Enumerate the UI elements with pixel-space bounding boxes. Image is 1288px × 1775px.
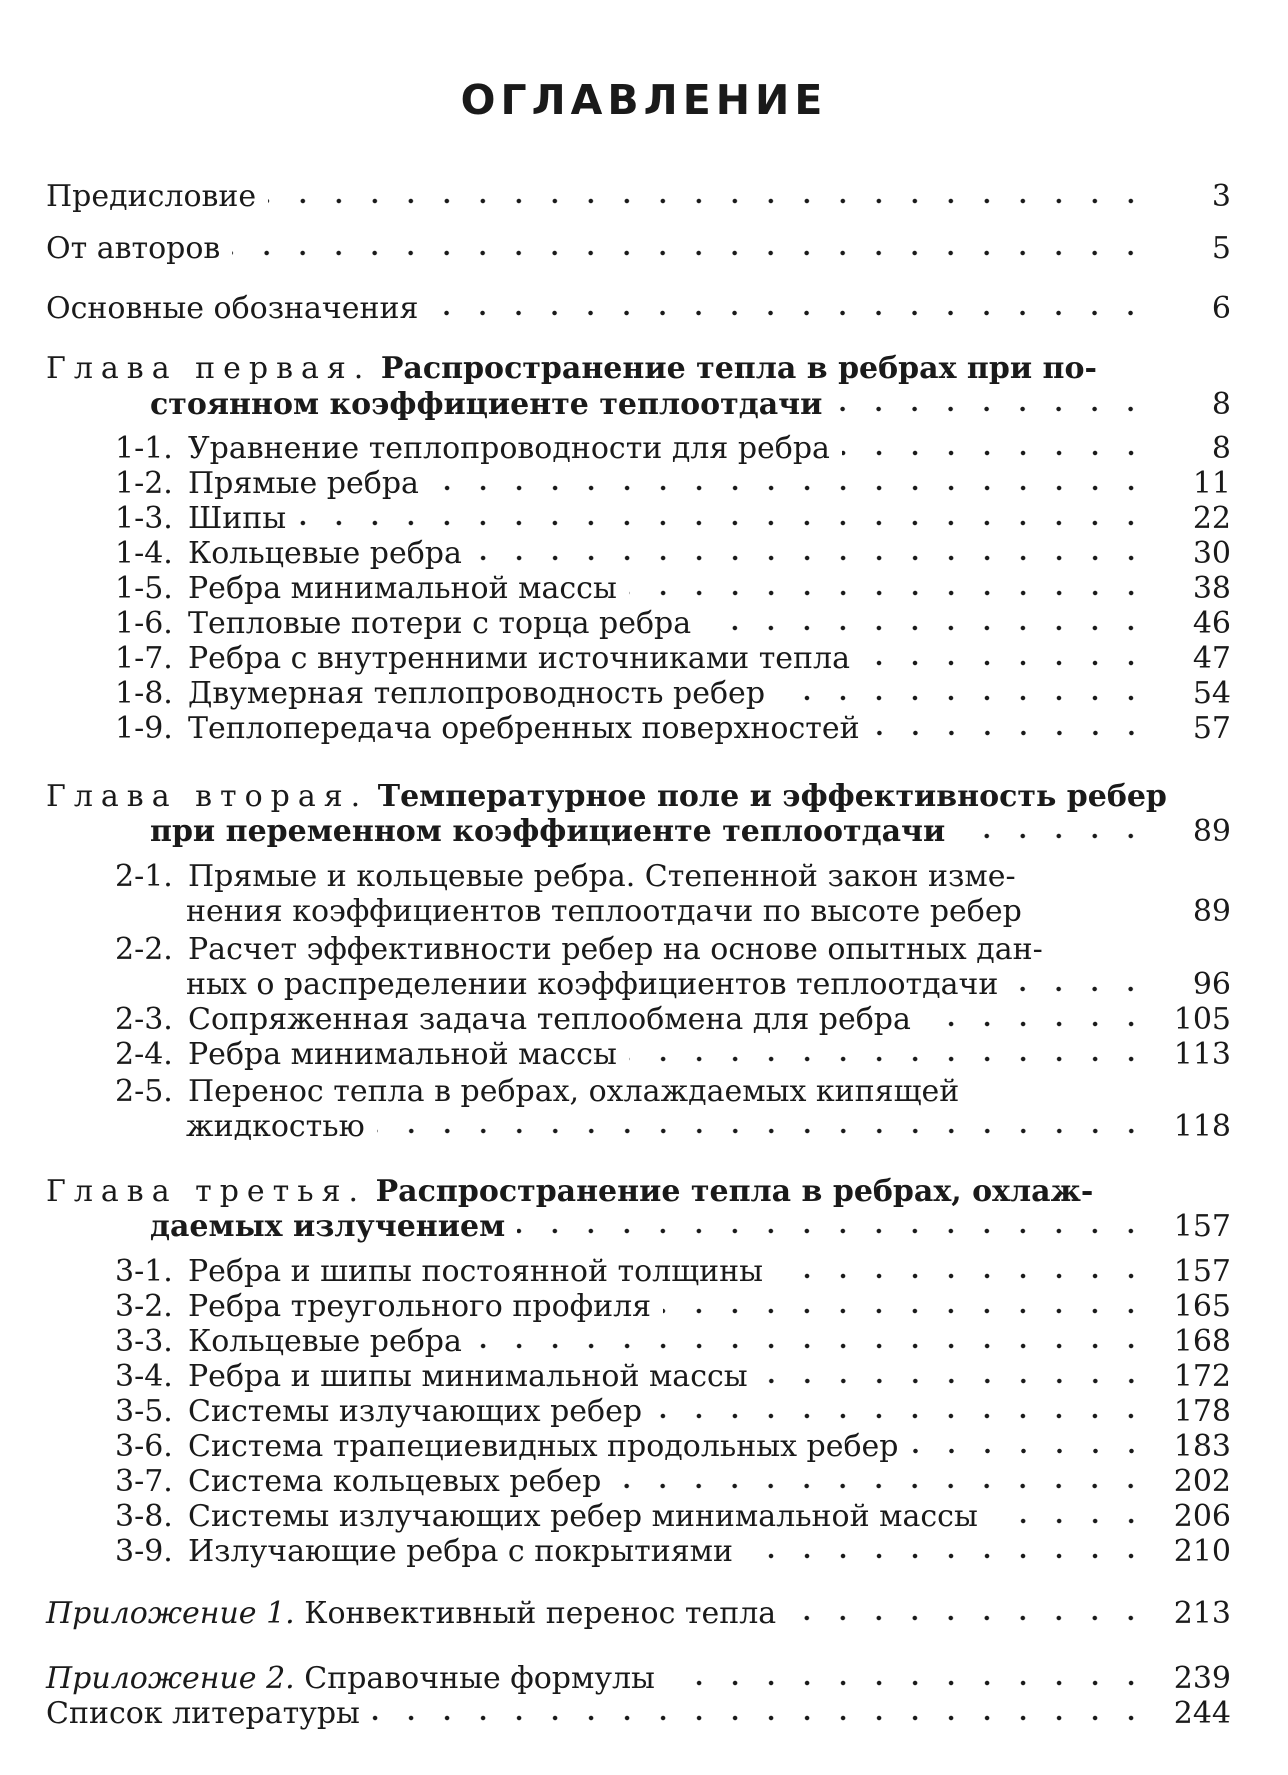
section-entry	[115, 642, 1231, 676]
entry-page: 6	[1211, 291, 1231, 326]
chapter-2-heading	[46, 780, 1231, 814]
entry-page: 46	[1192, 606, 1231, 641]
appendix-heading	[46, 1662, 655, 1696]
section-number: 2-4.	[115, 1037, 173, 1072]
dot-leader	[667, 1678, 1149, 1688]
entry-label: От авторов	[46, 231, 221, 266]
section-label: Тепловые потери с торца ребра	[188, 606, 692, 641]
entry-page: 118	[1173, 1109, 1231, 1144]
toc-entry-from-authors	[46, 232, 1231, 266]
dot-leader	[474, 553, 1149, 563]
section-entry	[115, 1038, 1231, 1072]
entry-page: 113	[1173, 1037, 1231, 1072]
appendix-prefix: Приложение 2.	[46, 1661, 295, 1696]
dot-leader	[654, 1411, 1149, 1421]
section-entry	[115, 1325, 1231, 1359]
section-label: Шипы	[188, 501, 287, 536]
section-number: 2-3.	[115, 1002, 173, 1037]
section-label: Прямые и кольцевые ребра. Степенной закон изме-	[188, 859, 1016, 894]
section-label-cont: ных о распределении коэффициентов теплоотдачи	[186, 967, 999, 1002]
section-entry	[115, 607, 1231, 641]
dot-leader	[298, 518, 1149, 528]
appendix-prefix: Приложение 1.	[46, 1596, 295, 1631]
section-number: 3-3.	[115, 1324, 173, 1359]
dot-leader	[777, 693, 1149, 703]
dot-leader	[911, 1446, 1149, 1456]
dot-leader	[629, 588, 1149, 598]
section-label: Ребра и шипы минимальной массы	[188, 1359, 748, 1394]
section-entry	[115, 467, 1231, 501]
chapter-2-heading-line1	[46, 780, 1167, 814]
section-number: 1-6.	[115, 606, 173, 641]
section-entry	[115, 432, 1231, 466]
section-entry	[115, 1360, 1231, 1394]
section-number: 3-1.	[115, 1254, 173, 1289]
section-label: Система кольцевых ребер	[188, 1464, 602, 1499]
dot-leader	[232, 248, 1149, 258]
section-label: Ребра минимальной массы	[188, 571, 617, 606]
entry-page: 89	[1192, 894, 1231, 929]
entry-page: 178	[1173, 1394, 1231, 1429]
section-entry	[115, 933, 1231, 967]
section-label: Сопряженная задача теплообмена для ребра	[188, 1002, 911, 1037]
dot-leader	[268, 196, 1149, 206]
section-number: 1-5.	[115, 571, 173, 606]
section-entry	[115, 537, 1231, 571]
chapter-1-heading	[46, 352, 1231, 386]
dot-leader	[629, 1054, 1149, 1064]
chapter-prefix: Глава первая.	[46, 351, 372, 386]
dot-leader	[517, 1226, 1149, 1236]
section-entry	[115, 1003, 1231, 1037]
entry-page: 54	[1192, 676, 1231, 711]
section-entry	[115, 860, 1231, 894]
dot-leader	[377, 1126, 1149, 1136]
section-number: 1-2.	[115, 466, 173, 501]
section-entry	[115, 1430, 1231, 1464]
entry-page: 157	[1173, 1254, 1231, 1289]
toc-entry-appendix-1	[46, 1597, 1231, 1631]
section-entry	[115, 1255, 1231, 1289]
chapter-prefix: Глава вторая.	[46, 779, 369, 814]
section-label-cont: жидкостью	[186, 1109, 365, 1144]
section-number: 3-9.	[115, 1534, 173, 1569]
section-number: 1-9.	[115, 711, 173, 746]
section-number: 1-4.	[115, 536, 173, 571]
section-number: 2-5.	[115, 1074, 173, 1109]
section-entry	[115, 677, 1231, 711]
section-entry-cont	[186, 1110, 1231, 1144]
section-number: 3-8.	[115, 1499, 173, 1534]
entry-page: 89	[1192, 814, 1231, 849]
entry-page: 3	[1211, 179, 1231, 214]
dot-leader	[431, 483, 1149, 493]
dot-leader	[788, 1613, 1149, 1623]
dot-leader	[957, 831, 1149, 841]
dot-leader	[872, 728, 1149, 738]
entry-page: 8	[1211, 431, 1231, 466]
chapter-title: Распространение тепла в ребрах, охлаж-	[375, 1174, 1094, 1209]
section-entry-cont	[186, 895, 1231, 929]
section-label: Кольцевые ребра	[188, 1324, 462, 1359]
section-number: 1-7.	[115, 641, 173, 676]
section-label: Система трапециевидных продольных ребер	[188, 1429, 899, 1464]
section-entry	[115, 502, 1231, 536]
dot-leader	[1010, 984, 1149, 994]
section-label: Системы излучающих ребер	[188, 1394, 643, 1429]
page-title: ОГЛАВЛЕНИЕ	[460, 76, 828, 124]
section-label-cont: нения коэффициентов теплоотдачи по высоте ребер	[186, 894, 1022, 929]
section-label: Ребра треугольного профиля	[188, 1289, 652, 1324]
dot-leader	[613, 1481, 1149, 1491]
toc-entry-references	[46, 1697, 1231, 1731]
entry-page: 202	[1173, 1464, 1231, 1499]
entry-page: 57	[1192, 711, 1231, 746]
section-entry	[115, 1075, 1231, 1109]
dot-leader	[923, 1019, 1149, 1029]
toc-entry-preface	[46, 180, 1231, 214]
section-label: Кольцевые ребра	[188, 536, 462, 571]
section-entry	[115, 1535, 1231, 1569]
chapter-1-heading-line1	[46, 352, 1097, 386]
section-number: 3-6.	[115, 1429, 173, 1464]
section-label: Расчет эффективности ребер на основе опытных дан-	[188, 932, 1043, 967]
entry-page: 8	[1211, 387, 1231, 422]
section-label: Системы излучающих ребер минимальной массы	[188, 1499, 978, 1534]
dot-leader	[834, 404, 1149, 414]
chapter-title-cont: даемых излучением	[150, 1209, 506, 1244]
chapter-title-cont: стоянном коэффициенте теплоотдачи	[150, 387, 823, 422]
entry-page: 38	[1192, 571, 1231, 606]
dot-leader	[663, 1306, 1149, 1316]
section-number: 1-8.	[115, 676, 173, 711]
section-number: 2-1.	[115, 859, 173, 894]
section-number: 2-2.	[115, 932, 173, 967]
chapter-3-heading	[46, 1175, 1231, 1209]
entry-label: Предисловие	[46, 179, 257, 214]
dot-leader	[990, 1516, 1149, 1526]
dot-leader	[474, 1341, 1149, 1351]
section-entry	[115, 712, 1231, 746]
entry-page: 244	[1173, 1696, 1231, 1731]
chapter-title: Распространение тепла в ребрах при по-	[380, 351, 1097, 386]
entry-page: 22	[1192, 501, 1231, 536]
section-entry	[115, 1395, 1231, 1429]
section-number: 3-5.	[115, 1394, 173, 1429]
dot-leader	[703, 623, 1149, 633]
section-entry	[115, 1290, 1231, 1324]
section-number: 3-2.	[115, 1289, 173, 1324]
dot-leader	[775, 1271, 1149, 1281]
dot-leader	[760, 1376, 1149, 1386]
chapter-2-heading-cont	[150, 815, 1231, 849]
chapter-title-cont: при переменном коэффициенте теплоотдачи	[150, 814, 946, 849]
section-label: Уравнение теплопроводности для ребра	[188, 431, 830, 466]
section-number: 1-3.	[115, 501, 173, 536]
entry-page: 206	[1173, 1499, 1231, 1534]
chapter-title: Температурное поле и эффективность ребер	[377, 779, 1167, 814]
entry-page: 30	[1192, 536, 1231, 571]
entry-page: 213	[1173, 1596, 1231, 1631]
section-label: Перенос тепла в ребрах, охлаждаемых кипящей	[188, 1074, 960, 1109]
section-entry	[115, 572, 1231, 606]
entry-page: 5	[1211, 231, 1231, 266]
entry-page: 96	[1192, 967, 1231, 1002]
section-label: Ребра минимальной массы	[188, 1037, 617, 1072]
section-label: Ребра и шипы постоянной толщины	[188, 1254, 763, 1289]
chapter-3-heading-cont	[150, 1210, 1231, 1244]
appendix-label: Справочные формулы	[304, 1661, 655, 1696]
appendix-label: Конвективный перенос тепла	[304, 1596, 777, 1631]
entry-page: 172	[1173, 1359, 1231, 1394]
entry-page: 165	[1173, 1289, 1231, 1324]
section-label: Излучающие ребра с покрытиями	[188, 1534, 733, 1569]
section-number: 3-4.	[115, 1359, 173, 1394]
toc-entry-notation	[46, 292, 1231, 326]
toc-entry-appendix-2	[46, 1662, 1231, 1696]
chapter-3-heading-line1	[46, 1175, 1093, 1209]
dot-leader	[862, 658, 1149, 668]
section-entry-cont	[186, 968, 1231, 1002]
entry-page: 11	[1192, 466, 1231, 501]
section-entry	[115, 1465, 1231, 1499]
entry-page: 47	[1192, 641, 1231, 676]
entry-page: 157	[1173, 1209, 1231, 1244]
dot-leader	[842, 448, 1149, 458]
entry-page: 239	[1173, 1661, 1231, 1696]
dot-leader	[745, 1551, 1149, 1561]
entry-page: 183	[1173, 1429, 1231, 1464]
section-label: Теплопередача оребренных поверхностей	[188, 711, 860, 746]
section-label: Двумерная теплопроводность ребер	[188, 676, 766, 711]
appendix-heading	[46, 1597, 776, 1631]
entry-page: 168	[1173, 1324, 1231, 1359]
section-entry	[115, 1500, 1231, 1534]
entry-label: Список литературы	[46, 1696, 360, 1731]
entry-page: 210	[1173, 1534, 1231, 1569]
section-number: 3-7.	[115, 1464, 173, 1499]
entry-page: 105	[1173, 1002, 1231, 1037]
chapter-prefix: Глава третья.	[46, 1174, 367, 1209]
section-number: 1-1.	[115, 431, 173, 466]
entry-label: Основные обозначения	[46, 291, 419, 326]
dot-leader	[372, 1713, 1149, 1723]
dot-leader	[430, 308, 1149, 318]
section-label: Прямые ребра	[188, 466, 419, 501]
chapter-1-heading-cont	[150, 388, 1231, 422]
section-label: Ребра с внутренними источниками тепла	[188, 641, 850, 676]
